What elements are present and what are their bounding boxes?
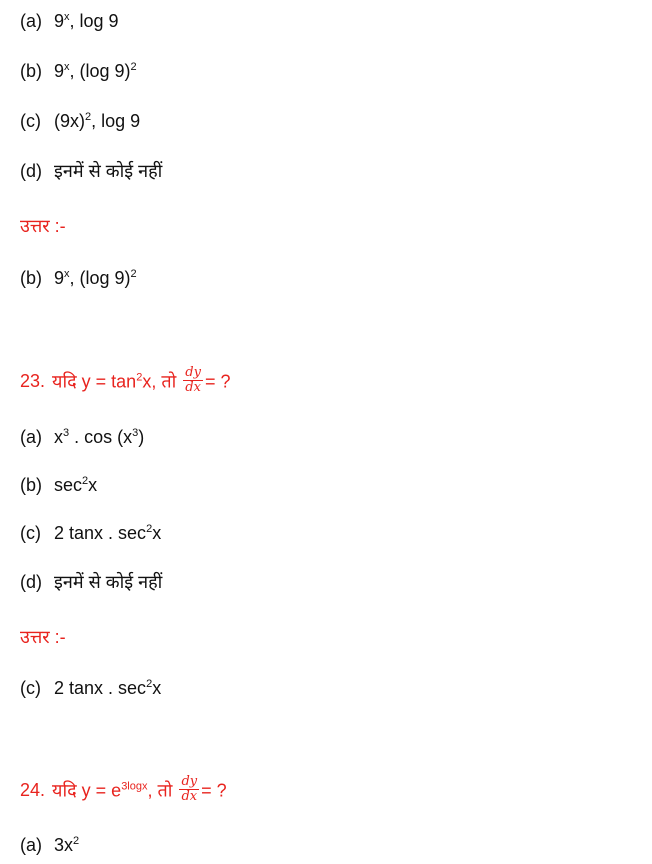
q22-answer: (b) 9$^x$, (log 9)$^2$ bbox=[20, 268, 137, 288]
option-label: (d) bbox=[20, 161, 42, 181]
q23-option-b: (b) $\sec^2x$ bbox=[20, 475, 98, 495]
q24-question: 24. यदि $y = e^{3logx}$, तो $\frac{dy}{dx}$ = ? bbox=[20, 774, 227, 804]
option-label: (c) bbox=[20, 523, 41, 543]
q23-option-a: (a) $x^3$ . $\cos (x^3)$ bbox=[20, 427, 145, 447]
dy-dx-fraction: $\frac{dy}{dx}$ bbox=[181, 774, 198, 804]
option-label: (d) bbox=[20, 572, 42, 592]
q22-option-a: (a) 9$^x$, log 9 bbox=[20, 11, 119, 31]
question-number: 24. bbox=[20, 780, 46, 801]
q23-option-c: (c) 2 tanx . $\sec^2x$ bbox=[20, 523, 162, 543]
q22-answer-heading: उत्तर :- bbox=[20, 216, 66, 236]
option-label: (b) bbox=[20, 61, 42, 81]
q24-option-a: (a) $3x^2$ bbox=[20, 835, 80, 855]
q22-option-c: (c) $(9x)^2$, log 9 bbox=[20, 111, 141, 131]
q22-option-b: (b) 9$^x$, (log 9)$^2$ bbox=[20, 61, 137, 81]
option-label: (a) bbox=[20, 11, 42, 31]
q22-option-d: (d) इनमें से कोई नहीं bbox=[20, 161, 163, 181]
option-label: (a) bbox=[20, 427, 42, 447]
option-label: (c) bbox=[20, 678, 41, 698]
option-label: (b) bbox=[20, 475, 42, 495]
q23-option-d: (d) इनमें से कोई नहीं bbox=[20, 572, 163, 592]
option-label: (b) bbox=[20, 268, 42, 288]
option-label: (a) bbox=[20, 835, 42, 855]
q23-answer: (c) 2 tanx . $\sec^2x$ bbox=[20, 678, 162, 698]
q23-question: 23. यदि $y = \tan^2x$, तो $\frac{dy}{dx}$ = ? bbox=[20, 365, 231, 395]
option-label: (c) bbox=[20, 111, 41, 131]
question-number: 23. bbox=[20, 371, 46, 392]
dy-dx-fraction: $\frac{dy}{dx}$ bbox=[185, 365, 201, 395]
q23-answer-heading: उत्तर :- bbox=[20, 627, 66, 647]
